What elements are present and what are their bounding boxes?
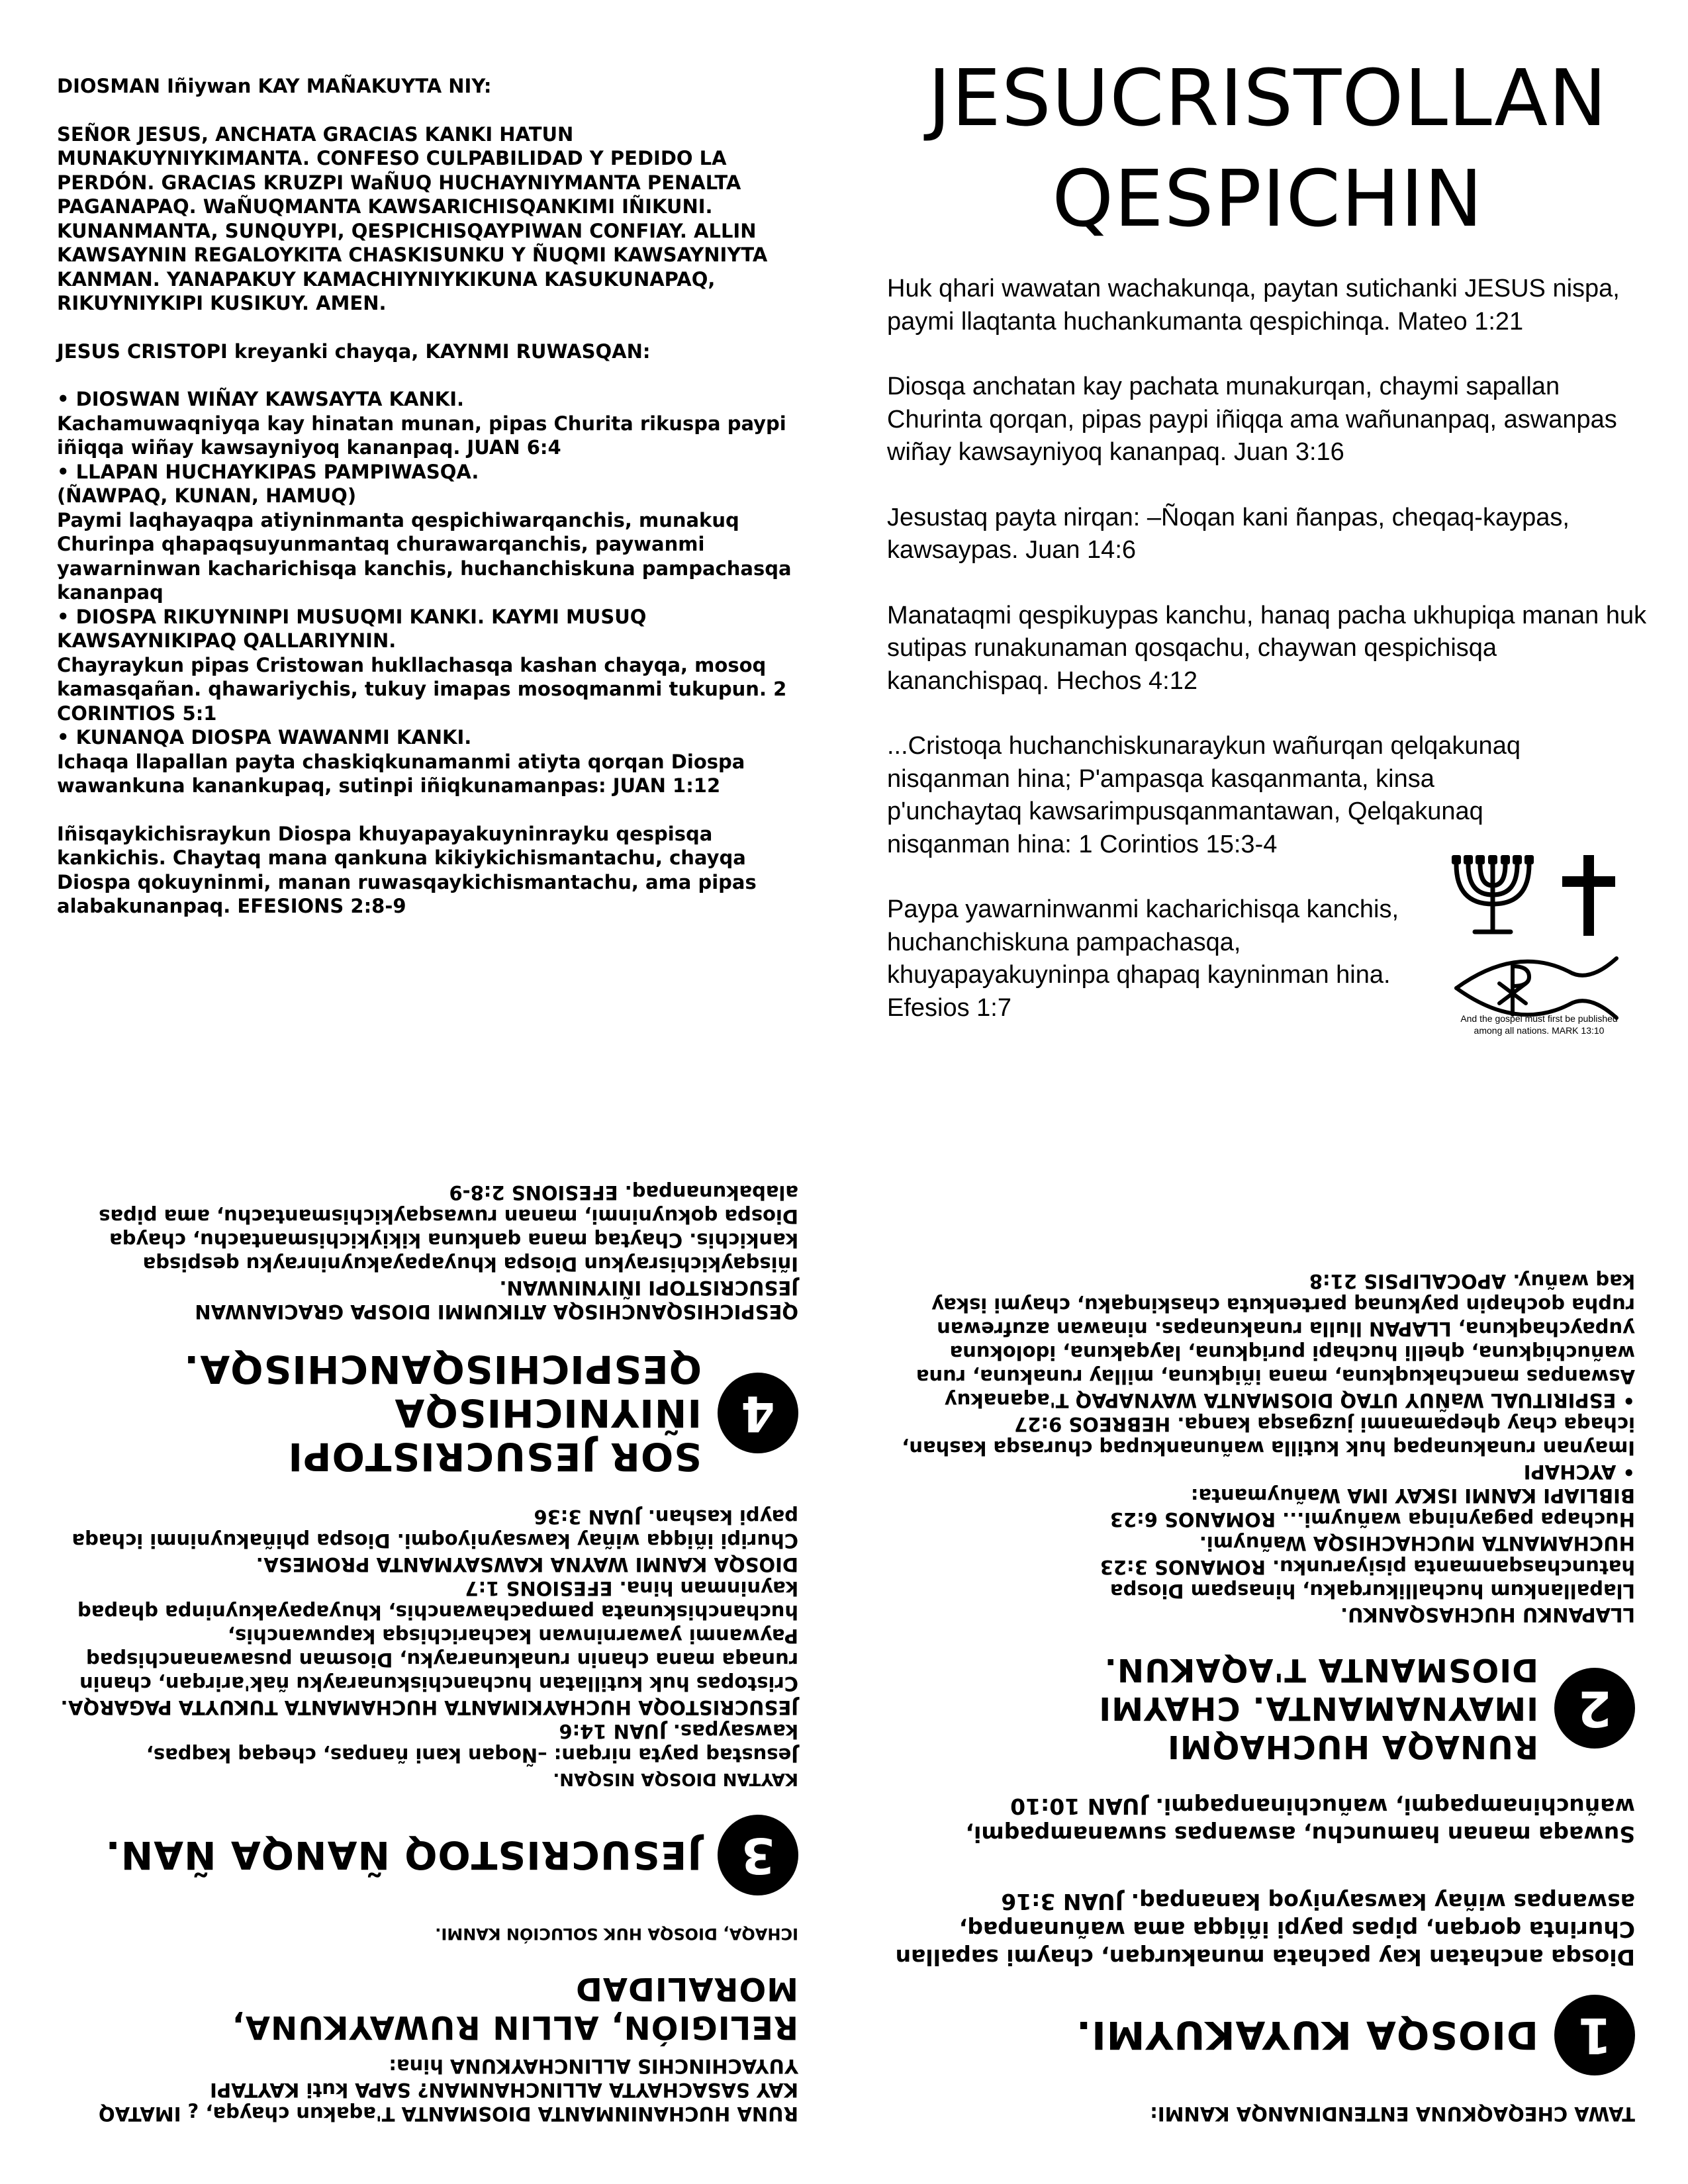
menorah-icon xyxy=(1443,852,1542,938)
bullet-3-title: • DIOSPA RIKUYNINPI MUSUQMI KANKI. KAYMI MUSUQ KAWSAYNIKIPAQ QALLARIYNIN. xyxy=(57,605,647,652)
s4-p1: Iñisqaykichisraykun Diospa khuyapayakuyninrayku qespisqa kankichis. Chaytaq mana qankuna kikiykichismantachu, chayqa Diospa qokuyninmi, manan ruwasqaykichismantachu, ama pipas alabakunanpaq. EFESIONS 2:8-9 xyxy=(99,1181,798,1275)
section-1-heading: DIOSQA KUYAKUYMI. xyxy=(1076,2013,1538,2058)
bullet-2-title: • LLAPAN HUCHAYKIPAS PAMPIWASQA. xyxy=(57,460,479,483)
bl-intro: RUNA HUCHANINMANTA DIOSMANTA T'aqakun chayqa, ¿ IMATAQ KAY SASACHAYTA ALLINCHANMAN? SAPA kuti KAYTAPI YUYACHINCHIS ALLINCHAYKUNA hina: xyxy=(99,2055,798,2125)
prayer-panel xyxy=(57,74,818,919)
bottom-right-panel xyxy=(887,1133,1635,2126)
s2-sub: LLAPANKU HUCHASQANKU. xyxy=(1340,1604,1635,1626)
section-4-number: 4 xyxy=(718,1373,798,1453)
verse-juan-3-16: Diosqa anchatan kay pachata munakurqan, chaymi sapallan Churinta qorqan, pipas paypi iñiqqa ama wañunanpaq, aswanpas wiñay kawsayniyoq kananpaq. Juan 3:16 xyxy=(887,373,1617,466)
s1-p1: Diosqa anchatan kay pachata munakurqan, chaymi sapallan Churinta qorqan, pipas paypi iñiqqa ama wañunanpaq, aswanpas wiñay kawsayniyoq kananpaq. JUAN 3:16 xyxy=(895,1889,1635,1970)
section-3-number: 3 xyxy=(718,1815,798,1895)
s3-p1: Jesustaq payta nirqan: –Ñoqan kani ñanpas, cheqaq kaqpas, kawsaypas. JUAN 14:6 xyxy=(146,1720,798,1766)
bl-intro-heading: RELIGIÓN, ALLIN RUWAYKUNA, MORALIDAD xyxy=(231,1970,798,2046)
s3-p6: Churipi iñiqqa wiñay kawsayniyoqmi. Diospa phiñakuyninmi ichaqa paypi kashan. JUAN 3:36 xyxy=(71,1506,798,1552)
verse-hechos: Manataqmi qespikuypas kanchu, hanaq pacha ukhupiqa manan huk sutipas runakunaman qosqachu, chaywan qespichisqa kananchispaq. Hechos 4:12 xyxy=(887,601,1647,695)
section-2-header xyxy=(887,1651,1635,1766)
bullet-1-text: Kachamuwaqniyqa kay hinatan munan, pipas Churita rikuspa paypi iñiqqa wiñay kawsayniyoq kananpaq. JUAN 6:4 xyxy=(57,412,786,459)
section-4-heading: SOR JESUCRISTOPI IÑIYNICHISQA QESPICHISQANCHISQA. xyxy=(183,1347,702,1479)
br-intro: TAWA CHEQAQKUNA ENTENDINANQA KANMI: xyxy=(1150,2103,1635,2125)
mark-caption xyxy=(1443,1013,1635,1036)
caption-line-1: And the gospel must first be published xyxy=(1460,1013,1618,1024)
bl-intro-tail: ICHAQA, DIOSQA HUK SOLUCIÓN KANMI. xyxy=(435,1925,798,1943)
page-title xyxy=(887,48,1648,249)
s2-p4: BIBLIAPI KANMI ISKAY IMA Wañuymanta: xyxy=(1190,1484,1635,1507)
verse-corintios: ...Cristoqa huchanchiskunaraykun wañurqan qelqakunaq nisqanman hina; P'ampasqa kasqanmanta, kinsa p'unchaytaq kawsarimpusqanmantawan, Qelqakunaq nisqanman hina: 1 Corintios 15:3-4 xyxy=(887,732,1521,858)
prayer-title: DIOSMAN Iñiywan KAY MAÑAKUYTA NIY: xyxy=(57,75,492,97)
title-line-2: QESPICHIN xyxy=(1052,153,1483,244)
cross-icon xyxy=(1556,852,1622,938)
s2-p3: Huchapa pagayninqa wañuymi... ROMANOS 6:23 xyxy=(1109,1508,1635,1531)
closing-verse: Iñisqaykichisraykun Diospa khuyapayakuyninrayku qespisqa kankichis. Chaytaq mana qankuna kikiykichismantachu, chayqa Diospa qokuyninmi, manan ruwasqaykichismantachu, ama pipas alabakunanpaq. EFESIONS 2:8-9 xyxy=(57,822,757,917)
bullet-4-title: • KUNANQA DIOSPA WAWANMI KANKI. xyxy=(57,726,472,749)
verse-juan-14-6: Jesustaq payta nirqan: –Ñoqan kani ñanpas, cheqaq-kaypas, kawsaypas. Juan 14:6 xyxy=(887,503,1570,564)
s2-p5: • AYCHAPI xyxy=(1523,1461,1635,1483)
s2-p6: Imaynan runakunapaq huk kutilla wañunankupaq churasqa kashan, ichaqa chay qhepamanmi juzgasqa kanqa. HEBREOS 9:27 xyxy=(902,1413,1635,1459)
bullet-2-subtitle: (ÑAWPAQ, KUNAN, HAMUQ) xyxy=(57,484,357,507)
s2-p8: Aswanpas manchakuqkuna, mana iñiqkuna, millay runakuna, runa wañuchiqkuna, qhelli huchapi puriqkuna, layqakuna, idolokuna yupaychaqkuna, LLAPAN llulla runakunapas. ninawan azufrewan rupha qochapin paykunaq partenkuta chaskinqaku, chaymi iskay kaq wañuy. APOCALIPSIS 21:8 xyxy=(915,1270,1635,1388)
section-2-number: 2 xyxy=(1554,1668,1635,1749)
verse-efesios: Paypa yawarninwanmi kacharichisqa kanchis, huchanchiskuna pampachasqa, khuyapayakuyninpa qhapaq kayninman hina. Efesios 1:7 xyxy=(887,895,1399,1022)
bullet-2-text: Paymi laqhayaqpa atiyninmanta qespichiwarqanchis, munakuq Churinpa qhapaqsuyunmantaq churawarqanchis, paywanmi yawarninwan kacharichisqa kanchis, huchanchiskuna pampachasqa kananpaq xyxy=(57,508,792,604)
section-title: JESUS CRISTOPI kreyanki chayqa, KAYNMI RUWASQAN: xyxy=(57,340,651,363)
s3-p3: Cristopas huk kutillatan huchanchiskunarayku ñak'arirqan, chanin runaqa mana chanin runakunarayku, Diosman pusawananchispaq xyxy=(79,1649,798,1695)
caption-line-2: among all nations. MARK 13:10 xyxy=(1474,1025,1605,1036)
bullet-1-title: • DIOSWAN WIÑAY KAWSAYTA KANKI. xyxy=(57,388,465,410)
s3-p5: DIOSQA KANMI WAYNA KAWSAYMANTA PROMESA. xyxy=(256,1553,798,1576)
title-line-1: JESUCRISTOLLAN xyxy=(927,52,1608,144)
s3-sub: KAYTAN DIOSQA NISQAN. xyxy=(553,1769,798,1789)
section-1-header xyxy=(887,1995,1635,2075)
s2-p7: • ESPIRITUAL WaÑUY UTAQ DIOSMANTA WAYNAPAQ T'aqanakuy xyxy=(944,1389,1635,1412)
s1-p2: Suwaqa manan hamunchu, aswanpas suwanampaqmi, wañuchinampaqmi, wañuchinanpaqmi. JUAN 10:10 xyxy=(965,1794,1635,1847)
section-3-heading: JESUCRISTOQ ÑANQA ÑAN. xyxy=(105,1833,702,1878)
s3-p2: JESUCRISTOQA HUCHAYKIMANTA HUCHAMANTA TUKUYTA PAGARQA. xyxy=(60,1696,798,1719)
s3-p4: Paywanmi yawarninwan kacharichisqa kapuwanchis, huchanchiskunata pampachawanchis, khuyapayakuyninpa qhapaq kayninman hina. EFESIONS 1:7 xyxy=(77,1577,798,1647)
section-1-number: 1 xyxy=(1554,1995,1635,2075)
bottom-left-panel xyxy=(57,1133,798,2126)
section-4-header xyxy=(57,1347,798,1479)
verse-mateo: Huk qhari wawatan wachakunqa, paytan sutichanki JESUS nispa, paymi llaqtanta huchankumanta qespichinqa. Mateo 1:21 xyxy=(887,275,1620,336)
prayer-body: SEÑOR JESUS, ANCHATA GRACIAS KANKI HATUN MUNAKUYNIYKIMANTA. CONFESO CULPABILIDAD Y PEDIDO LA PERDÓN. GRACIAS KRUZPI WaÑUQ HUCHAYNIYMANTA PENALTA PAGANAPAQ. WaÑUQMANTA KAWSARICHISQANKIMI IÑIKUNI. KUNANMANTA, SUNQUYPI, QESPICHISQAYPIWAN CONFIAY. ALLIN KAWSAYNIN REGALOYKITA CHASKISUNKU Y ÑUQMI KAWSAYNIYTA KANMAN. YANAPAKUY KAMACHIYNIYKIKUNA KASUKUNAPAQ, RIKUYNIYKIPI KUSIKUY. AMEN. xyxy=(57,122,768,314)
section-3-header xyxy=(57,1815,798,1895)
s2-p1: Llapallankum huchallikurqaku, hinaspam Diospa hatunchasqanmanta pisiyarunku. ROMANOS 3:23 xyxy=(1100,1556,1635,1602)
s4-sub: QESPICHISQANCHISQA ATIKUMMI DIOSPA GRACIANWAN JESUCRISTOPI IÑIYNINWAN. xyxy=(195,1277,798,1323)
s2-p2: HUCHAMANTA MUCHACHISQA Wañuymi. xyxy=(1199,1532,1635,1555)
section-2-heading: RUNAQA HUCHAQMI IMAYNAMANTA. CHAYMI DIOSMANTA T'AQAKUN. xyxy=(1098,1651,1538,1765)
bullet-4-text: Ichaqa llapallan payta chaskiqkunamanmi atiyta qorqan Diospa wawankuna kanankupaq, sutinpi iñiqkunamanpas: JUAN 1:12 xyxy=(57,750,745,797)
bullet-3-text: Chayraykun pipas Cristowan hukllachasqa kashan chayqa, mosoq kamasqañan. qhawariychis, tukuy imapas mosoqmanmi tukupun. 2 CORINTIOS 5:1 xyxy=(57,653,787,725)
